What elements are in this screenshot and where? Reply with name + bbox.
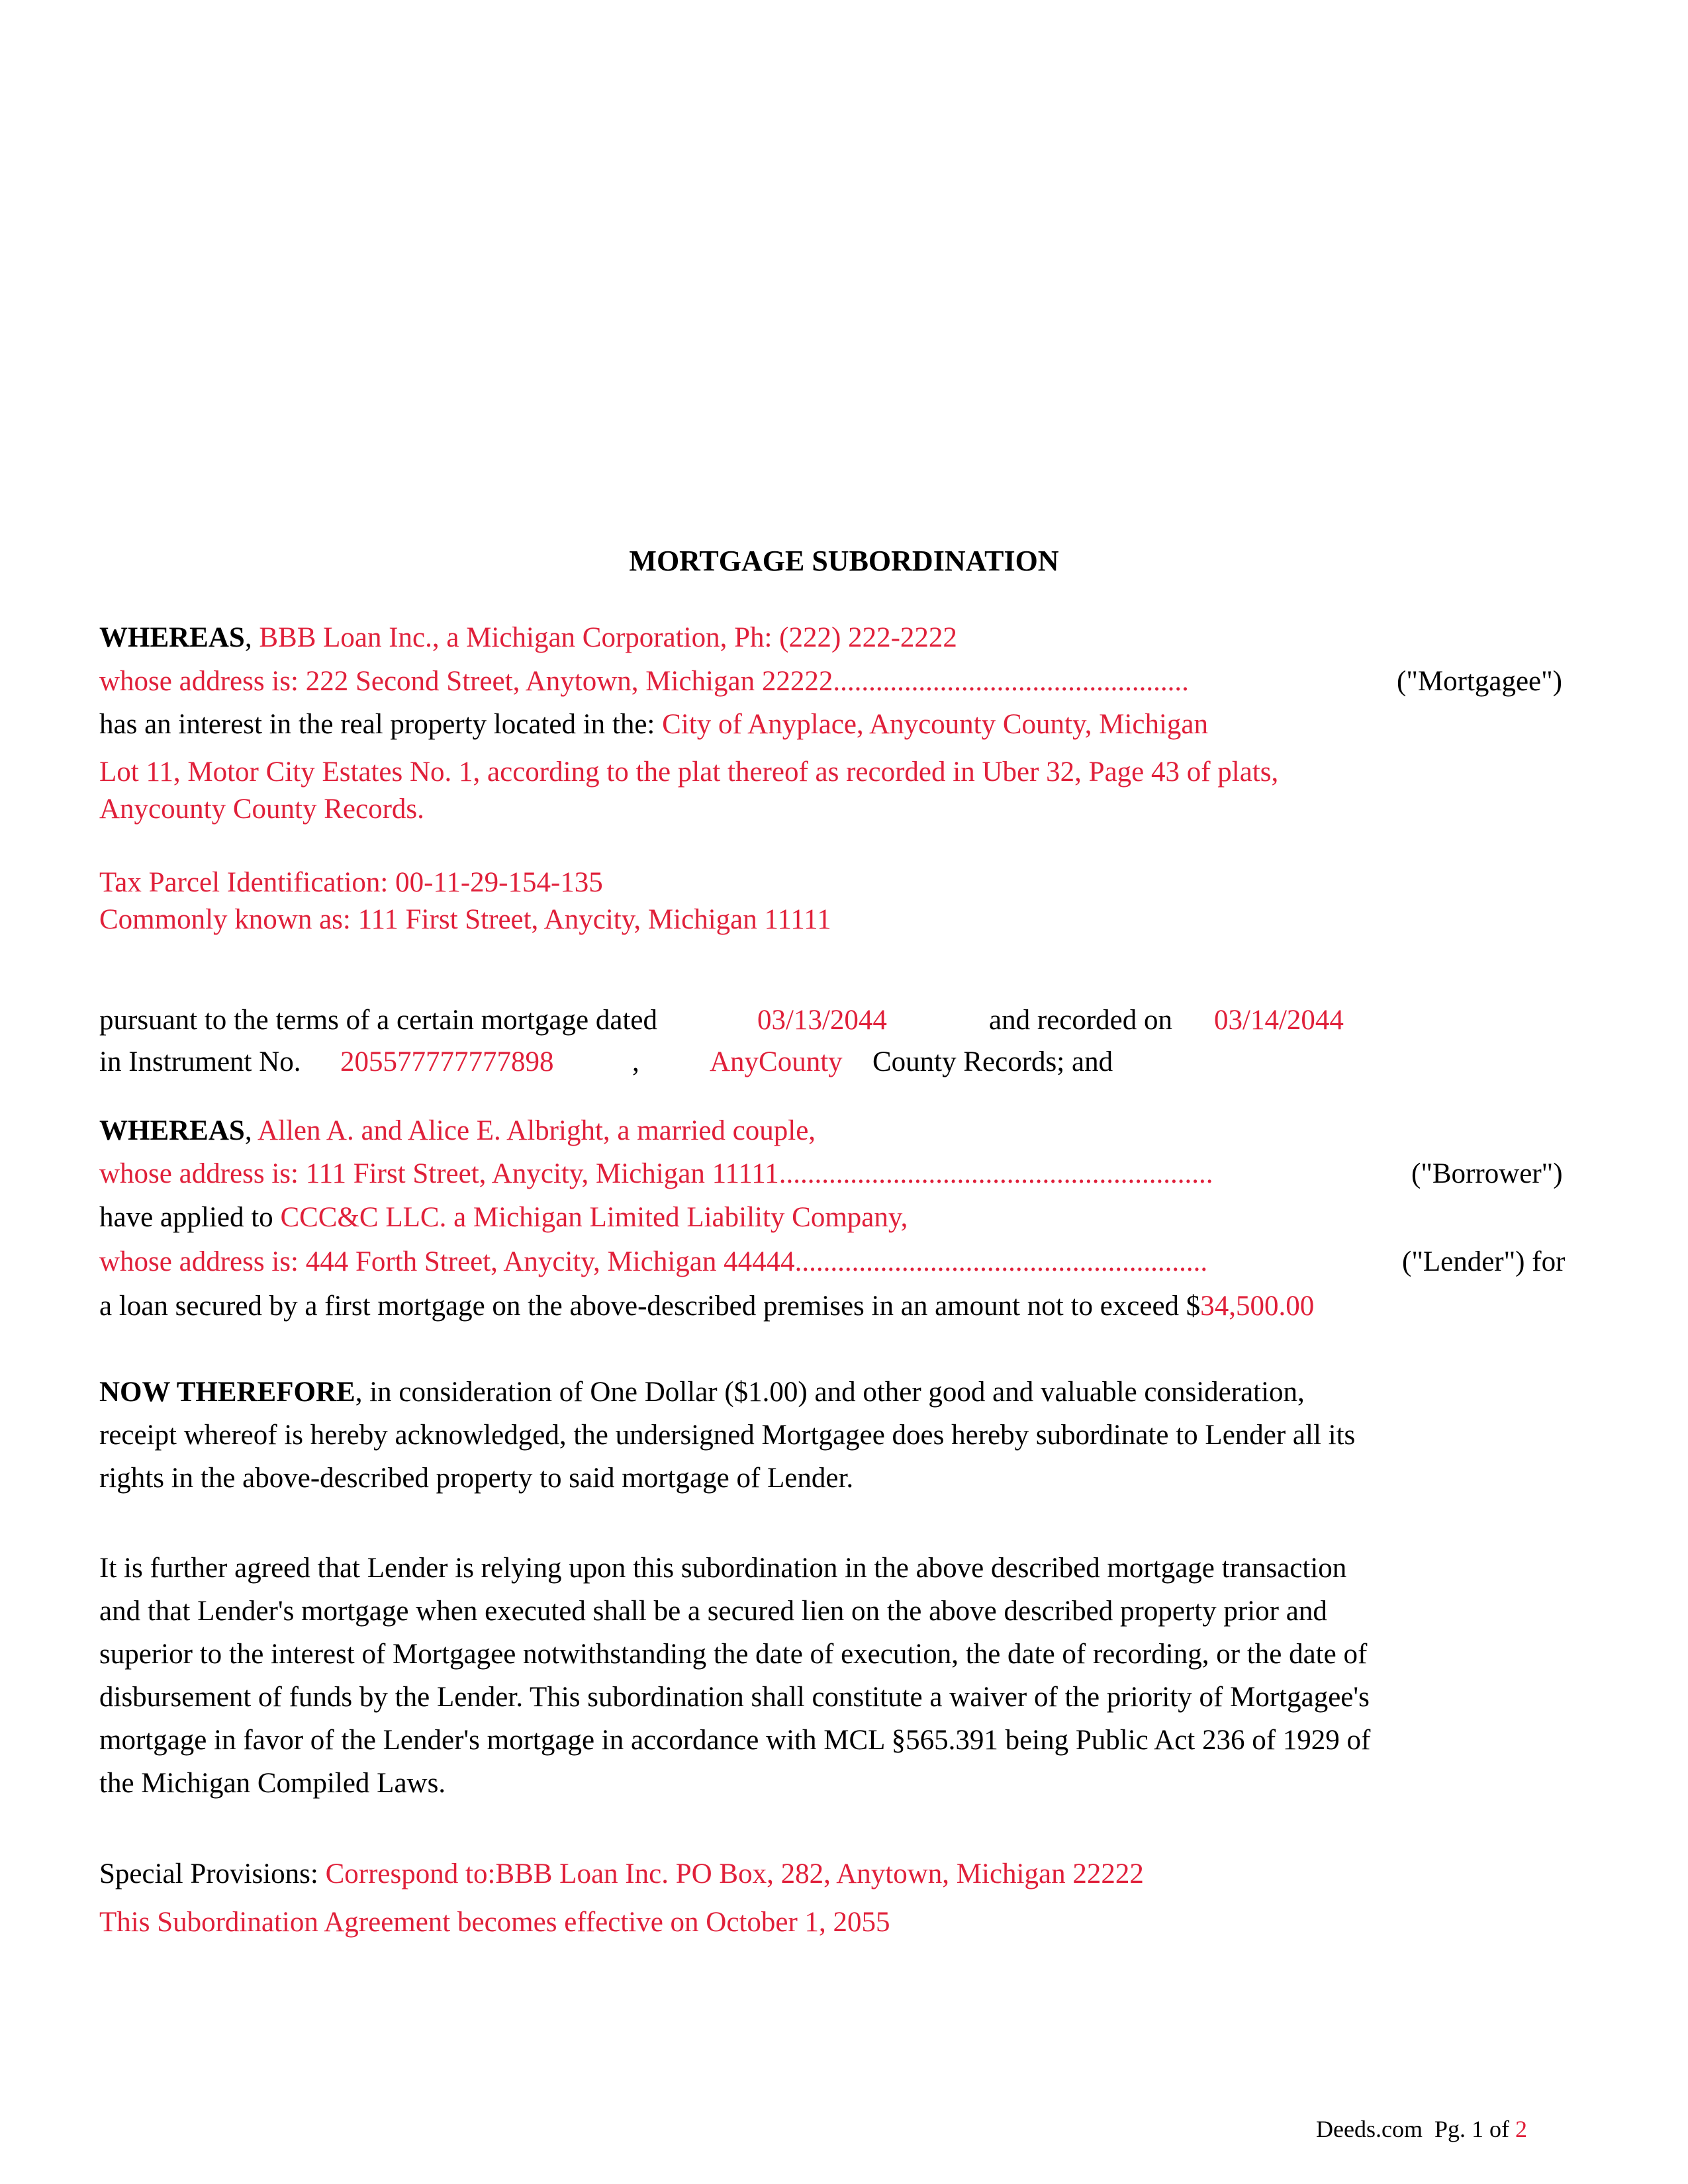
mortgagee-address: whose address is: 222 Second Street, Anytown, Michigan 22222.................................................. [99, 666, 1189, 697]
instrument-comma: , [632, 1046, 639, 1077]
borrower-address: whose address is: 111 First Street, Anycity, Michigan 11111............................................................. [99, 1158, 1213, 1189]
document-title: MORTGAGE SUBORDINATION [629, 545, 1059, 577]
property-location: City of Anyplace, Anycounty County, Michigan [662, 709, 1209, 740]
pursuant-text: pursuant to the terms of a certain mortgage dated [99, 1005, 657, 1036]
further-agreed-line-4: disbursement of funds by the Lender. This subordination shall constitute a waiver of the priority of Mortgagee's [99, 1682, 1370, 1713]
borrower-name: Allen A. and Alice E. Albright, a married couple, [257, 1115, 816, 1146]
footer-site: Deeds.com [1316, 2116, 1423, 2142]
whereas-label: WHEREAS [99, 1115, 245, 1146]
tax-parcel-id: Tax Parcel Identification: 00-11-29-154-135 [99, 867, 603, 898]
now-therefore-label: NOW THEREFORE [99, 1377, 355, 1408]
whereas-borrower-line: WHEREAS, Allen A. and Alice E. Albright, a married couple, [99, 1115, 816, 1146]
common-address: Commonly known as: 111 First Street, Anycity, Michigan 11111 [99, 904, 831, 935]
further-agreed-line-6: the Michigan Compiled Laws. [99, 1768, 446, 1799]
instrument-text: in Instrument No. [99, 1046, 301, 1077]
further-agreed-line-2: and that Lender's mortgage when executed shall be a secured lien on the above described property prior and [99, 1596, 1327, 1627]
applied-text: have applied to [99, 1202, 273, 1233]
loan-text: a loan secured by a first mortgage on the above-described premises in an amount not to exceed $ [99, 1291, 1201, 1322]
loan-amount: 34,500.00 [1200, 1291, 1315, 1322]
mortgagee-name: BBB Loan Inc., a Michigan Corporation, Ph: (222) 222-2222 [259, 622, 957, 653]
footer-total-pages: 2 [1515, 2116, 1527, 2142]
applied-line [99, 1203, 908, 1232]
county-name: AnyCounty [710, 1046, 843, 1077]
loan-line [99, 1292, 1314, 1320]
interest-text: has an interest in the real property located in the: [99, 709, 655, 740]
instrument-number: 205577777777898 [340, 1046, 554, 1077]
now-therefore-line-2: receipt whereof is hereby acknowledged, the undersigned Mortgagee does hereby subordinate to Lender all its [99, 1420, 1356, 1451]
lender-name: CCC&C LLC. a Michigan Limited Liability Company, [280, 1202, 908, 1233]
legal-description-line-1: Lot 11, Motor City Estates No. 1, according to the plat thereof as recorded in Uber 32, Page 43 of plats, [99, 756, 1279, 788]
now-therefore-line-1: NOW THEREFORE, in consideration of One Dollar ($1.00) and other good and valuable consideration, [99, 1377, 1305, 1408]
mortgagee-tag: ("Mortgagee") [1397, 666, 1563, 697]
further-agreed-line-5: mortgage in favor of the Lender's mortgage in accordance with MCL §565.391 being Public Act 236 of 1929 of [99, 1725, 1371, 1756]
further-agreed-line-3: superior to the interest of Mortgagee notwithstanding the date of execution, the date of recording, or the date of [99, 1639, 1368, 1670]
borrower-tag: ("Borrower") [1411, 1158, 1563, 1189]
now-therefore-line-3: rights in the above-described property to said mortgage of Lender. [99, 1463, 854, 1494]
further-agreed-line-1: It is further agreed that Lender is relying upon this subordination in the above described mortgage transaction [99, 1553, 1347, 1584]
recorded-date: 03/14/2044 [1214, 1005, 1344, 1036]
lender-tag: ("Lender") for [1402, 1246, 1566, 1277]
legal-description-line-2: Anycounty County Records. [99, 794, 424, 825]
county-records-text: County Records; and [872, 1046, 1113, 1077]
interest-line [99, 710, 1208, 739]
lender-address: whose address is: 444 Forth Street, Anycity, Michigan 44444.......................................................... [99, 1246, 1208, 1277]
recorded-text: and recorded on [989, 1005, 1172, 1036]
correspond-to: Correspond to:BBB Loan Inc. PO Box, 282, Anytown, Michigan 22222 [325, 1858, 1144, 1889]
whereas-mortgagee-line: WHEREAS, BBB Loan Inc., a Michigan Corporation, Ph: (222) 222-2222 [99, 622, 957, 653]
page-footer [1316, 2117, 1527, 2141]
effective-date-text: This Subordination Agreement becomes effective on October 1, 2055 [99, 1907, 890, 1938]
special-provisions-line [99, 1860, 1144, 1888]
special-provisions-label: Special Provisions: [99, 1858, 318, 1889]
whereas-label: WHEREAS [99, 622, 245, 653]
mortgage-date: 03/13/2044 [757, 1005, 887, 1036]
footer-page-label: Pg. 1 of [1434, 2116, 1509, 2142]
